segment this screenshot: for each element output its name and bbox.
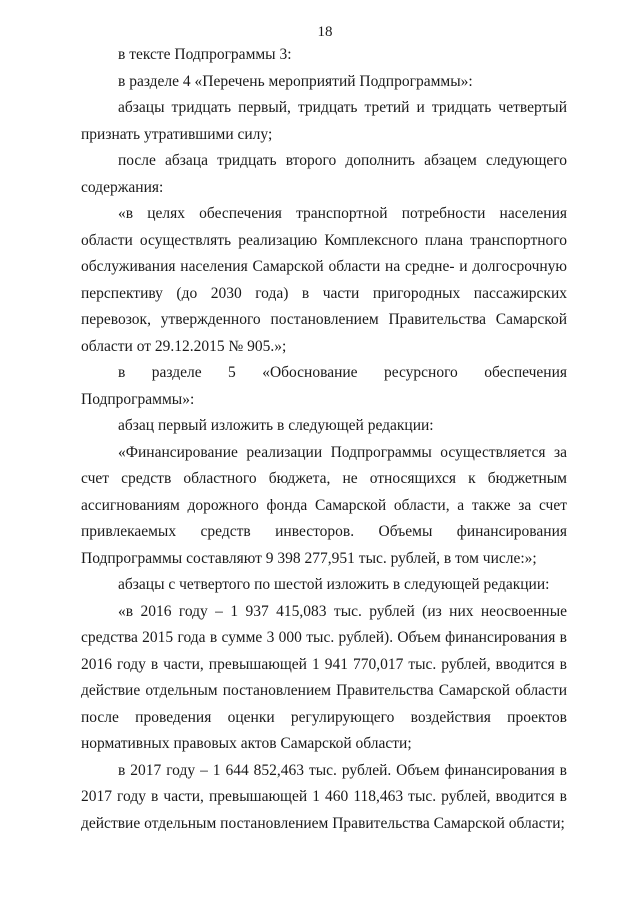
paragraph-5: «в целях обеспечения транспортной потребности населения области осуществлять реализацию Комплексного плана транспортного обслуживания населения Самарской области на средне- и долгосрочную перспективу (до 2030 года) в части пригородных пассажирских перевозок, утвержденного постановлением Правительства Самарской области от 29.12.2015 № 905.»; xyxy=(81,205,567,355)
paragraph-7: абзац первый изложить в следующей редакции: xyxy=(118,417,434,434)
page-number: 18 xyxy=(317,24,333,40)
paragraph-4: после абзаца тридцать второго дополнить абзацем следующего содержания: xyxy=(81,152,567,196)
paragraph-1: в тексте Подпрограммы 3: xyxy=(118,46,292,63)
paragraph-11: в 2017 году – 1 644 852,463 тыс. рублей. Объем финансирования в 2017 году в части, превышающей 1 460 118,463 тыс. рублей, вводится в действие отдельным постановлением Правительства Самарской области; xyxy=(81,761,567,832)
paragraph-10: «в 2016 году – 1 937 415,083 тыс. рублей (из них неосвоенные средства 2015 года в сумме 3 000 тыс. рублей). Объем финансирования в 2016 году в части, превышающей 1 941 770,017 тыс. рублей, вводится в действие отдельным постановлением Правительства Самарской области после проведения оценки регулирующего воздействия проектов нормативных правовых актов Самарской области; xyxy=(81,602,567,752)
document-body xyxy=(81,42,567,837)
paragraph-8: «Финансирование реализации Подпрограммы осуществляется за счет средств областного бюджета, не относящихся к бюджетным ассигнованиям дорожного фонда Самарской области, а также за счет привлекаемых средств инвесторов. Объемы финансирования Подпрограммы составляют 9 398 277,951 тыс. рублей, в том числе:»; xyxy=(81,443,567,567)
paragraph-2: в разделе 4 «Перечень мероприятий Подпрограммы»: xyxy=(118,72,473,90)
paragraph-3: абзацы тридцать первый, тридцать третий и тридцать четвертый признать утратившими силу; xyxy=(81,99,567,143)
paragraph-9: абзацы с четвертого по шестой изложить в следующей редакции: xyxy=(118,576,550,593)
paragraph-6: в разделе 5 «Обоснование ресурсного обеспечения Подпрограммы»: xyxy=(81,364,567,408)
